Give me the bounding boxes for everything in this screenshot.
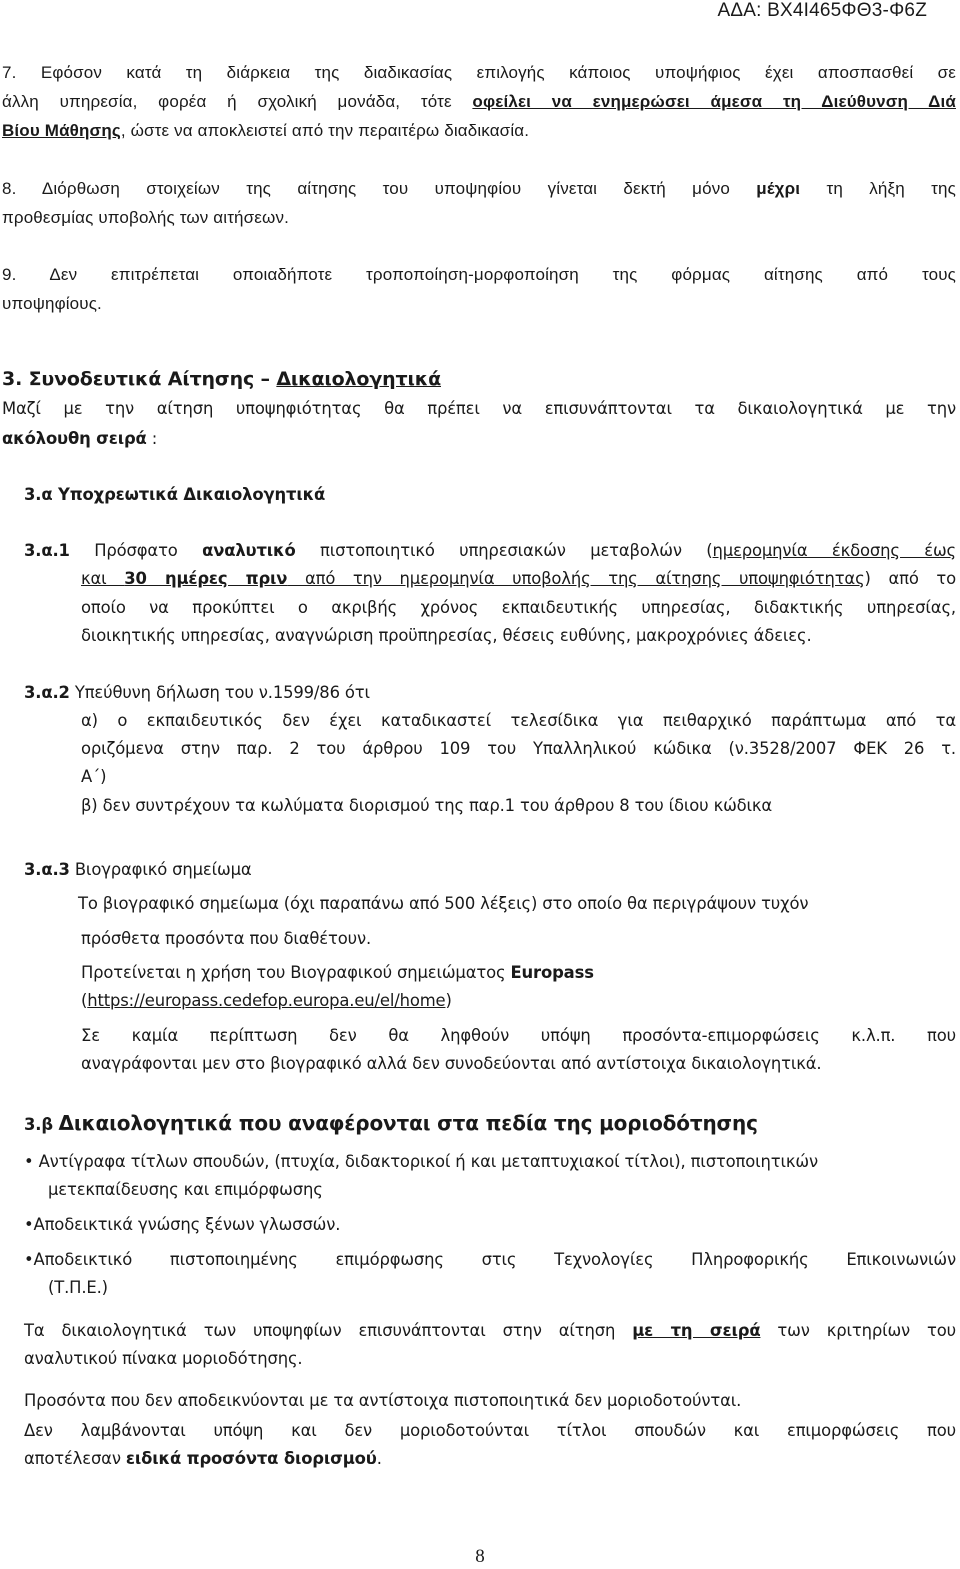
section-3-intro-line-2: ακόλουθη σειρά : [2,429,158,448]
bullet-2: •Αποδεικτικά γνώσης ξένων γλωσσών. [24,1215,341,1234]
note-1-line-1: Τα δικαιολογητικά των υποψηφίων επισυνάπτονται στην αίτηση με τη σειρά των κριτηρίων του [24,1321,956,1340]
bullet-3-line-1: •Αποδεικτικό πιστοποιημένης επιμόρφωσης στις Τεχνολογίες Πληροφορικής Επικοινωνιών [24,1250,956,1269]
europass-link[interactable]: https://europass.cedefop.europa.eu/el/home [87,991,446,1010]
item-8-line-2: προθεσμίας υποβολής των αιτήσεων. [2,208,289,227]
item-7-line-3: Βίου Μάθησης, ώστε να αποκλειστεί από την περαιτέρω διαδικασία. [2,121,530,140]
note-3-line-1: Δεν λαμβάνονται υπόψη και δεν μοριοδοτούνται τίτλοι σπουδών και επιμορφώσεις που [24,1421,956,1440]
item-8-line-1: 8. Διόρθωση στοιχείων της αίτησης του υποψηφίου γίνεται δεκτή μόνο μέχρι τη λήξη της [2,179,956,198]
item-3a2-line-4: β) δεν συντρέχουν τα κωλύματα διορισμού της παρ.1 του άρθρου 8 του ίδιου κώδικα [81,796,773,815]
note-2: Προσόντα που δεν αποδεικνύονται με τα αντίστοιχα πιστοποιητικά δεν μοριοδοτούνται. [24,1391,742,1410]
item-3a2-line-3: Α΄) [81,767,107,786]
item-9-line-1: 9. Δεν επιτρέπεται οποιαδήποτε τροποποίηση-μορφοποίηση της φόρμας αίτησης από τους [2,265,956,284]
note-1-line-2: αναλυτικού πίνακα μοριοδότησης. [24,1349,303,1368]
notify-directorate-emphasis: οφείλει να ενημερώσει άμεσα τη Διεύθυνση Διά [472,92,956,111]
item-3a3-line-1: Το βιογραφικό σημείωμα (όχι παραπάνω από 500 λέξεις) στο οποίο θα περιγράψουν τυχόν [78,894,809,913]
item-7-line-2: άλλη υπηρεσία, φορέα ή σχολική μονάδα, τότε οφείλει να ενημερώσει άμεσα τη Διεύθυνση Διά [2,92,956,111]
bullet-icon: • [24,1152,34,1171]
item-3a3-line-2: πρόσθετα προσόντα που διαθέτουν. [81,929,372,948]
item-3a1-line-1: 3.α.1 Πρόσφατο αναλυτικό πιστοποιητικό υπηρεσιακών μεταβολών (ημερομηνία έκδοσης έως [24,541,956,560]
ada-code: ΑΔΑ: ΒΧ4Ι465ΦΘ3-Φ6Ζ [717,0,927,21]
item-9-line-2: υποψηφίους. [2,294,102,313]
item-3a1-line-2: και 30 ημέρες πριν από την ημερομηνία υποβολής της αίτησης υποψηφιότητας) από το [81,569,957,588]
item-3a2-line-2: οριζόμενα στην παρ. 2 του άρθρου 109 του Υπαλληλικού κώδικα (ν.3528/2007 ΦΕΚ 26 τ. [81,739,956,758]
section-3-intro-line-1: Μαζί με την αίτηση υποψηφιότητας θα πρέπει να επισυνάπτονται τα δικαιολογητικά με την [2,399,956,418]
item-3a3-title: 3.α.3 Βιογραφικό σημείωμα [24,860,252,879]
item-3a2-title: 3.α.2 Υπεύθυνη δήλωση του ν.1599/86 ότι [24,683,370,702]
subsection-3b-heading: 3.β Δικαιολογητικά που αναφέρονται στα πεδία της μοριοδότησης [24,1111,758,1135]
bullet-1-line-1: • Αντίγραφα τίτλων σπουδών, (πτυχία, διδακτορικοί ή και μεταπτυχιακοί τίτλοι), πιστοποιητικών [24,1152,818,1171]
item-3a3-line-4: (https://europass.cedefop.europa.eu/el/home) [81,991,452,1010]
page-number: 8 [475,1546,485,1567]
item-3a2-line-1: α) ο εκπαιδευτικός δεν έχει καταδικαστεί τελεσίδικα για πειθαρχικό παράπτωμα από τα [81,711,956,730]
bullet-icon: • [24,1250,34,1269]
bullet-1-line-2: μετεκπαίδευσης και επιμόρφωσης [48,1180,323,1199]
item-7-line-1: 7. Εφόσον κατά τη διάρκεια της διαδικασίας επιλογής κάποιος υποψήφιος έχει αποσπασθεί σε [2,63,956,82]
item-3a3-line-3: Προτείνεται η χρήση του Βιογραφικού σημειώματος Europass [81,963,594,982]
item-3a3-line-5: Σε καμία περίπτωση δεν θα ληφθούν υπόψη προσόντα-επιμορφώσεις κ.λ.π. που [81,1026,956,1045]
section-3-heading: 3. Συνοδευτικά Αίτησης – Δικαιολογητικά [2,368,441,390]
note-3-line-2: αποτέλεσαν ειδικά προσόντα διορισμού. [24,1449,382,1468]
item-3a1-line-4: διοικητικής υπηρεσίας, αναγνώριση προϋπηρεσίας, θέσεις ευθύνης, μακροχρόνιες άδειες. [81,626,812,645]
bullet-3-line-2: (Τ.Π.Ε.) [48,1278,108,1297]
bullet-icon: • [24,1215,34,1234]
item-3a3-line-6: αναγράφονται μεν στο βιογραφικό αλλά δεν συνοδεύονται από αντίστοιχα δικαιολογητικά. [81,1054,822,1073]
subsection-3a-heading: 3.α Υποχρεωτικά Δικαιολογητικά [24,485,326,504]
item-3a1-line-3: οποίο να προκύπτει ο ακριβής χρόνος εκπαιδευτικής υπηρεσίας, διδακτικής υπηρεσίας, [81,598,956,617]
